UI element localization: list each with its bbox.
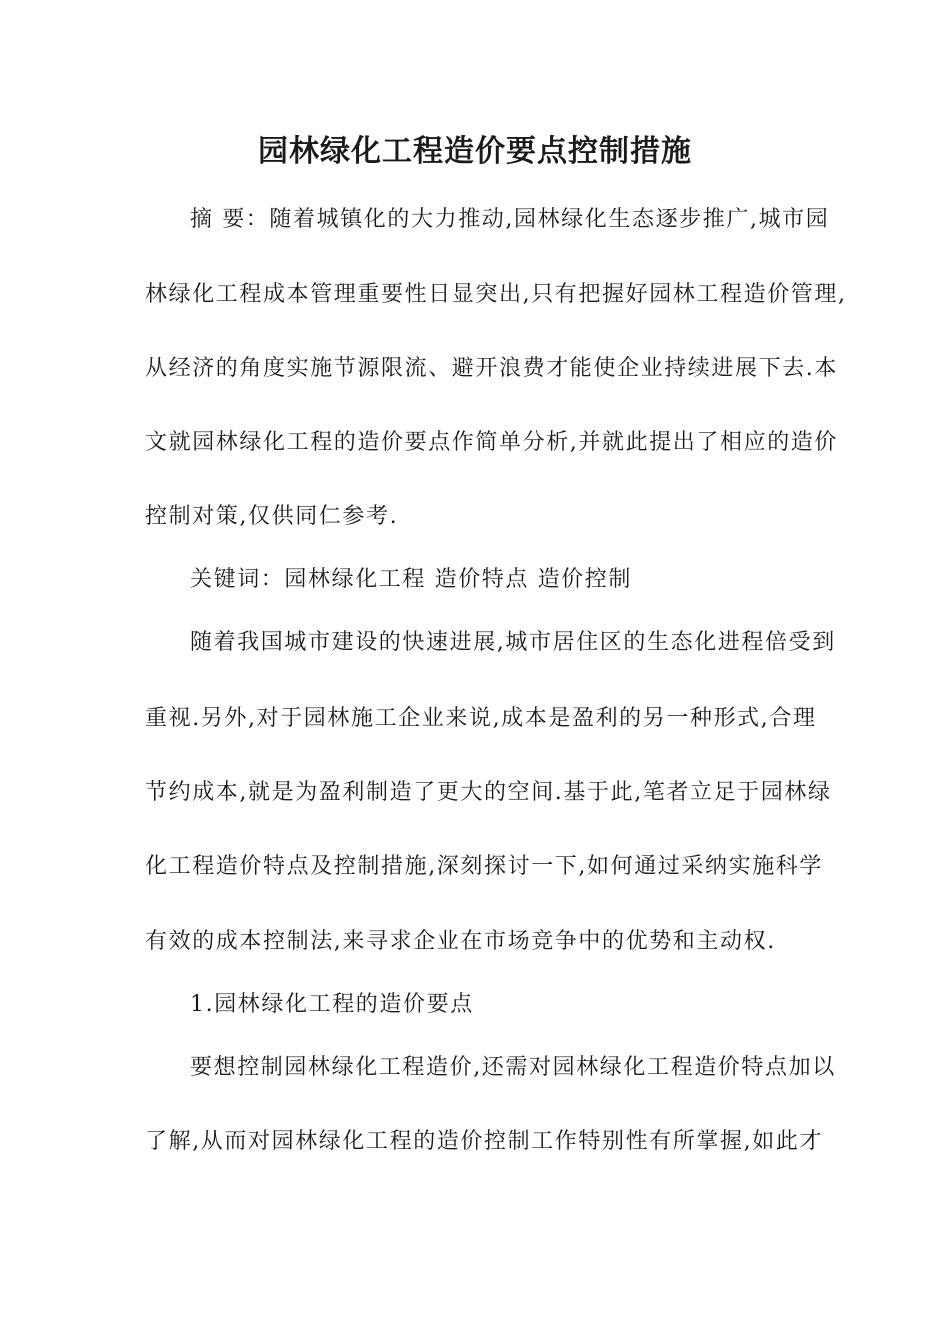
body-line-4: 化工程造价特点及控制措施,深刻探讨一下,如何通过采纳实施科学 bbox=[145, 854, 823, 879]
body-line-3: 节约成本,就是为盈利制造了更大的空间.基于此,笔者立足于园林绿 bbox=[145, 780, 832, 805]
body-line-1: 随着我国城市建设的快速进展,城市居住区的生态化进程倍受到 bbox=[190, 630, 836, 655]
section-line-2: 了解,从而对园林绿化工程的造价控制工作特别性有所掌握,如此才 bbox=[145, 1129, 823, 1154]
abstract-line-1: 摘 要：随着城镇化的大力推动,园林绿化生态逐步推广,城市园 bbox=[190, 207, 830, 232]
body-line-2: 重视.另外,对于园林施工企业来说,成本是盈利的另一种形式,合理 bbox=[145, 706, 817, 731]
section-line-1: 要想控制园林绿化工程造价,还需对园林绿化工程造价特点加以 bbox=[190, 1055, 836, 1080]
abstract-line-3: 从经济的角度实施节源限流、避开浪费才能使企业持续进展下去.本 bbox=[145, 356, 838, 381]
body-line-5: 有效的成本控制法,来寻求企业在市场竞争中的优势和主动权. bbox=[145, 929, 776, 954]
abstract-line-5: 控制对策,仅供同仁参考. bbox=[145, 504, 399, 529]
keywords-line: 关键词：园林绿化工程 造价特点 造价控制 bbox=[190, 567, 632, 592]
abstract-line-4: 文就园林绿化工程的造价要点作简单分析,并就此提出了相应的造价 bbox=[145, 430, 838, 455]
document-title: 园林绿化工程造价要点控制措施 bbox=[258, 134, 692, 169]
section-heading-1: 1.园林绿化工程的造价要点 bbox=[190, 992, 474, 1017]
abstract-line-2: 林绿化工程成本管理重要性日显突出,只有把握好园林工程造价管理, bbox=[145, 282, 847, 307]
